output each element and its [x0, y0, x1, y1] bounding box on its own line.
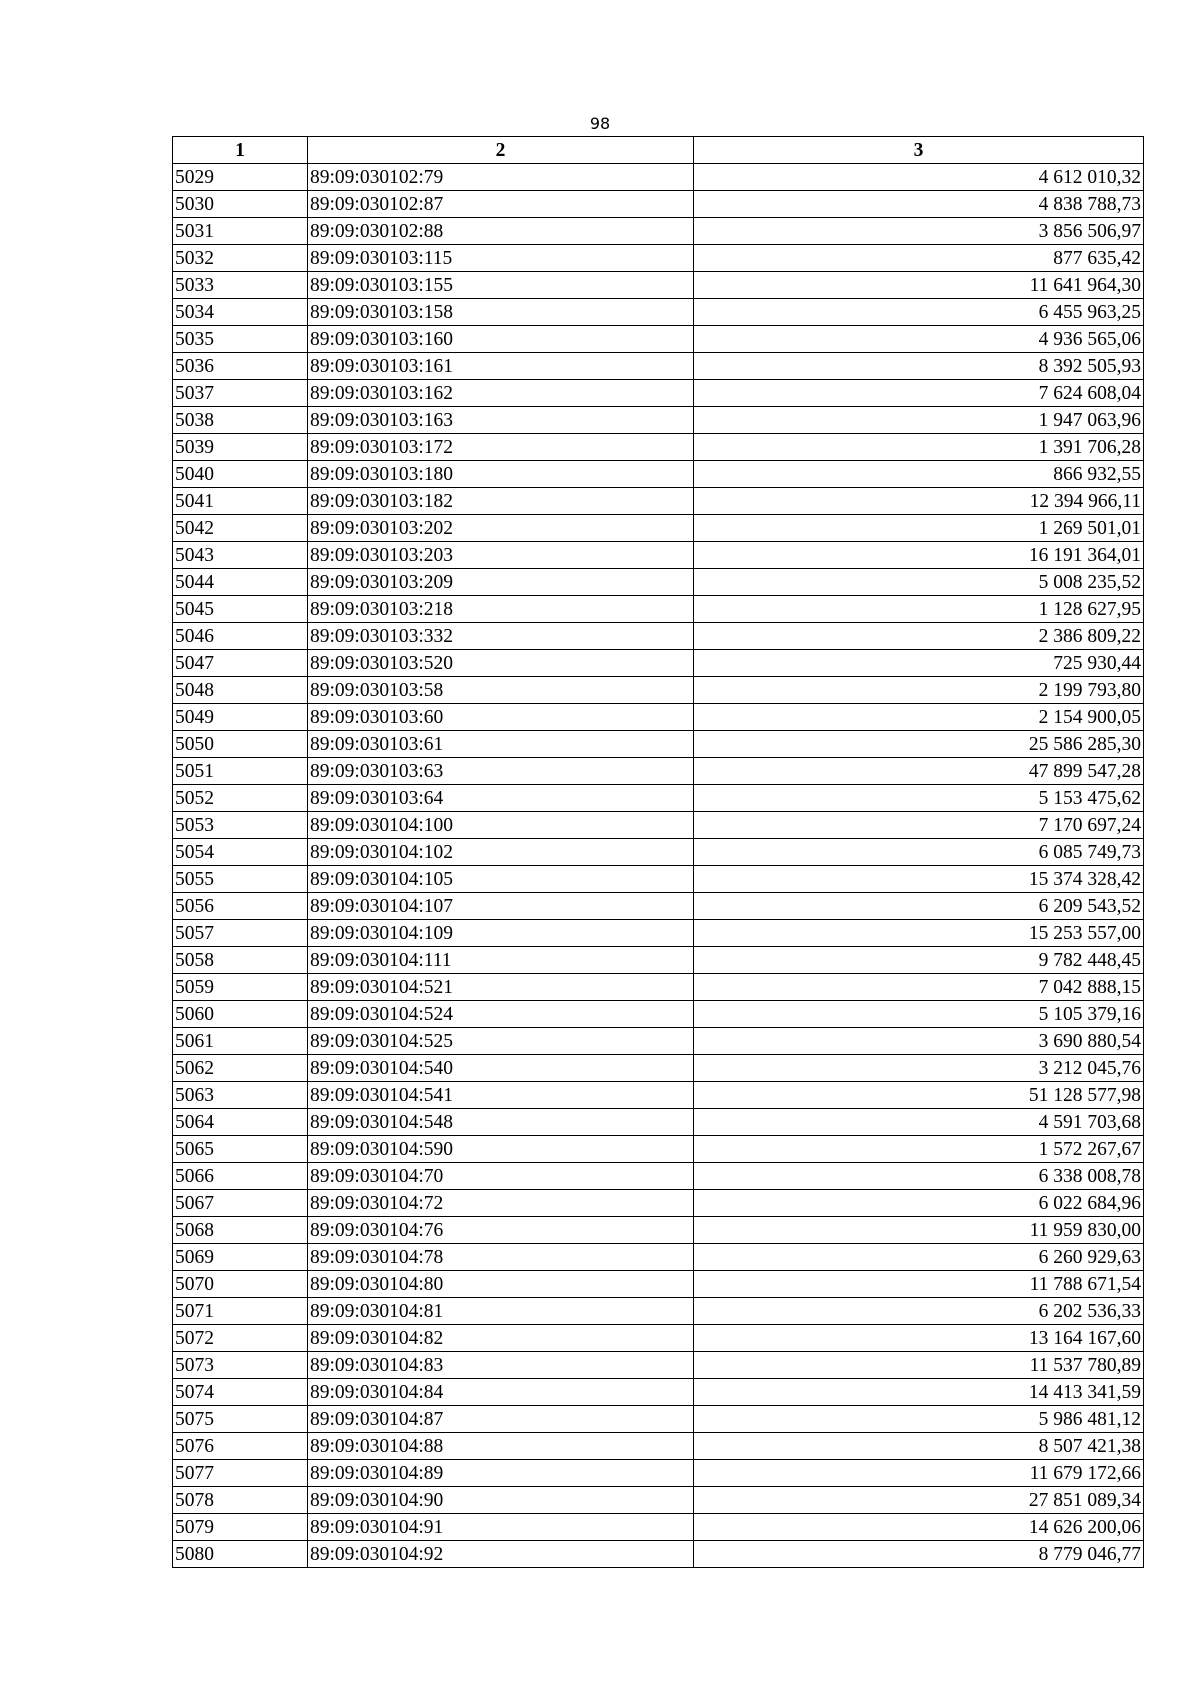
- table-row: [173, 218, 1144, 245]
- cadastral-number: 89:09:030103:202: [308, 515, 694, 542]
- cadastral-value: 5 008 235,52: [694, 569, 1144, 596]
- cadastral-number: 89:09:030103:115: [308, 245, 694, 272]
- row-number: 5033: [173, 272, 308, 299]
- table-row: [173, 1514, 1144, 1541]
- cadastral-number: 89:09:030104:90: [308, 1487, 694, 1514]
- row-number: 5045: [173, 596, 308, 623]
- row-number: 5070: [173, 1271, 308, 1298]
- cadastral-number: 89:09:030103:182: [308, 488, 694, 515]
- cadastral-number: 89:09:030104:82: [308, 1325, 694, 1352]
- column-header-1: 1: [173, 137, 308, 164]
- cadastral-value: 5 105 379,16: [694, 1001, 1144, 1028]
- cadastral-value: 9 782 448,45: [694, 947, 1144, 974]
- cadastral-value: 47 899 547,28: [694, 758, 1144, 785]
- row-number: 5036: [173, 353, 308, 380]
- row-number: 5031: [173, 218, 308, 245]
- cadastral-number: 89:09:030104:92: [308, 1541, 694, 1568]
- row-number: 5069: [173, 1244, 308, 1271]
- cadastral-value: 866 932,55: [694, 461, 1144, 488]
- cadastral-value: 13 164 167,60: [694, 1325, 1144, 1352]
- cadastral-value: 6 022 684,96: [694, 1190, 1144, 1217]
- cadastral-value: 3 856 506,97: [694, 218, 1144, 245]
- row-number: 5056: [173, 893, 308, 920]
- cadastral-value: 1 128 627,95: [694, 596, 1144, 623]
- cadastral-number: 89:09:030104:78: [308, 1244, 694, 1271]
- row-number: 5059: [173, 974, 308, 1001]
- cadastral-value: 877 635,42: [694, 245, 1144, 272]
- row-number: 5046: [173, 623, 308, 650]
- table-row: [173, 677, 1144, 704]
- table-row: [173, 623, 1144, 650]
- table-row: [173, 1109, 1144, 1136]
- table-row: [173, 947, 1144, 974]
- cadastral-value: 7 042 888,15: [694, 974, 1144, 1001]
- table-row: [173, 1433, 1144, 1460]
- table-row: [173, 650, 1144, 677]
- table-row: [173, 1298, 1144, 1325]
- cadastral-value: 11 537 780,89: [694, 1352, 1144, 1379]
- cadastral-number: 89:09:030104:88: [308, 1433, 694, 1460]
- table-row: [173, 488, 1144, 515]
- cadastral-value: 12 394 966,11: [694, 488, 1144, 515]
- cadastral-number: 89:09:030103:58: [308, 677, 694, 704]
- cadastral-number: 89:09:030104:541: [308, 1082, 694, 1109]
- row-number: 5030: [173, 191, 308, 218]
- cadastral-value: 8 392 505,93: [694, 353, 1144, 380]
- cadastral-value: 5 986 481,12: [694, 1406, 1144, 1433]
- table-row: [173, 920, 1144, 947]
- cadastral-number: 89:09:030104:111: [308, 947, 694, 974]
- cadastral-number: 89:09:030104:84: [308, 1379, 694, 1406]
- cadastral-value: 2 199 793,80: [694, 677, 1144, 704]
- table-row: [173, 1028, 1144, 1055]
- cadastral-value: 11 641 964,30: [694, 272, 1144, 299]
- row-number: 5032: [173, 245, 308, 272]
- cadastral-value: 14 413 341,59: [694, 1379, 1144, 1406]
- row-number: 5041: [173, 488, 308, 515]
- cadastral-number: 89:09:030103:155: [308, 272, 694, 299]
- cadastral-value: 6 209 543,52: [694, 893, 1144, 920]
- cadastral-value: 1 572 267,67: [694, 1136, 1144, 1163]
- row-number: 5062: [173, 1055, 308, 1082]
- cadastral-number: 89:09:030103:218: [308, 596, 694, 623]
- table-row: [173, 1487, 1144, 1514]
- table-row: [173, 1325, 1144, 1352]
- table-row: [173, 407, 1144, 434]
- cadastral-value: 5 153 475,62: [694, 785, 1144, 812]
- row-number: 5071: [173, 1298, 308, 1325]
- table-row: [173, 866, 1144, 893]
- cadastral-number: 89:09:030104:70: [308, 1163, 694, 1190]
- table-row: [173, 758, 1144, 785]
- cadastral-number: 89:09:030103:162: [308, 380, 694, 407]
- cadastral-number: 89:09:030104:109: [308, 920, 694, 947]
- cadastral-number: 89:09:030104:91: [308, 1514, 694, 1541]
- row-number: 5065: [173, 1136, 308, 1163]
- table-row: [173, 1271, 1144, 1298]
- table-row: [173, 1541, 1144, 1568]
- cadastral-value: 15 374 328,42: [694, 866, 1144, 893]
- cadastral-number: 89:09:030103:64: [308, 785, 694, 812]
- cadastral-number: 89:09:030104:81: [308, 1298, 694, 1325]
- row-number: 5038: [173, 407, 308, 434]
- row-number: 5048: [173, 677, 308, 704]
- row-number: 5060: [173, 1001, 308, 1028]
- row-number: 5051: [173, 758, 308, 785]
- table-row: [173, 812, 1144, 839]
- row-number: 5054: [173, 839, 308, 866]
- table-row: [173, 1460, 1144, 1487]
- table-row: [173, 191, 1144, 218]
- cadastral-value: 25 586 285,30: [694, 731, 1144, 758]
- cadastral-number: 89:09:030103:163: [308, 407, 694, 434]
- cadastral-value: 6 085 749,73: [694, 839, 1144, 866]
- cadastral-number: 89:09:030103:61: [308, 731, 694, 758]
- cadastral-number: 89:09:030102:87: [308, 191, 694, 218]
- cadastral-value: 14 626 200,06: [694, 1514, 1144, 1541]
- cadastral-number: 89:09:030104:107: [308, 893, 694, 920]
- row-number: 5061: [173, 1028, 308, 1055]
- row-number: 5068: [173, 1217, 308, 1244]
- table-row: [173, 1217, 1144, 1244]
- cadastral-number: 89:09:030104:102: [308, 839, 694, 866]
- table-row: [173, 839, 1144, 866]
- row-number: 5037: [173, 380, 308, 407]
- row-number: 5035: [173, 326, 308, 353]
- row-number: 5044: [173, 569, 308, 596]
- cadastral-number: 89:09:030104:540: [308, 1055, 694, 1082]
- data-table: [172, 136, 1144, 1568]
- row-number: 5067: [173, 1190, 308, 1217]
- cadastral-value: 3 212 045,76: [694, 1055, 1144, 1082]
- table-row: [173, 785, 1144, 812]
- cadastral-value: 6 338 008,78: [694, 1163, 1144, 1190]
- cadastral-number: 89:09:030104:521: [308, 974, 694, 1001]
- table-row: [173, 434, 1144, 461]
- table-row: [173, 353, 1144, 380]
- row-number: 5047: [173, 650, 308, 677]
- row-number: 5052: [173, 785, 308, 812]
- cadastral-value: 15 253 557,00: [694, 920, 1144, 947]
- header-row: [173, 137, 1144, 164]
- table-body: [173, 164, 1144, 1568]
- row-number: 5064: [173, 1109, 308, 1136]
- row-number: 5042: [173, 515, 308, 542]
- row-number: 5034: [173, 299, 308, 326]
- cadastral-value: 27 851 089,34: [694, 1487, 1144, 1514]
- table-row: [173, 272, 1144, 299]
- row-number: 5049: [173, 704, 308, 731]
- table-row: [173, 704, 1144, 731]
- cadastral-number: 89:09:030103:520: [308, 650, 694, 677]
- row-number: 5074: [173, 1379, 308, 1406]
- cadastral-number: 89:09:030104:590: [308, 1136, 694, 1163]
- row-number: 5040: [173, 461, 308, 488]
- cadastral-number: 89:09:030103:60: [308, 704, 694, 731]
- column-header-3: 3: [694, 137, 1144, 164]
- cadastral-value: 4 612 010,32: [694, 164, 1144, 191]
- cadastral-number: 89:09:030103:63: [308, 758, 694, 785]
- cadastral-value: 51 128 577,98: [694, 1082, 1144, 1109]
- table-row: [173, 1244, 1144, 1271]
- table-row: [173, 569, 1144, 596]
- row-number: 5079: [173, 1514, 308, 1541]
- cadastral-number: 89:09:030104:83: [308, 1352, 694, 1379]
- table-row: [173, 1163, 1144, 1190]
- row-number: 5073: [173, 1352, 308, 1379]
- cadastral-value: 4 936 565,06: [694, 326, 1144, 353]
- cadastral-value: 3 690 880,54: [694, 1028, 1144, 1055]
- cadastral-number: 89:09:030104:524: [308, 1001, 694, 1028]
- table-row: [173, 1406, 1144, 1433]
- cadastral-value: 725 930,44: [694, 650, 1144, 677]
- row-number: 5058: [173, 947, 308, 974]
- cadastral-value: 11 788 671,54: [694, 1271, 1144, 1298]
- cadastral-number: 89:09:030103:180: [308, 461, 694, 488]
- cadastral-value: 11 679 172,66: [694, 1460, 1144, 1487]
- cadastral-number: 89:09:030103:203: [308, 542, 694, 569]
- table-row: [173, 1082, 1144, 1109]
- table-row: [173, 164, 1144, 191]
- cadastral-value: 4 591 703,68: [694, 1109, 1144, 1136]
- cadastral-value: 16 191 364,01: [694, 542, 1144, 569]
- table-row: [173, 974, 1144, 1001]
- table-row: [173, 1001, 1144, 1028]
- table-row: [173, 1136, 1144, 1163]
- cadastral-number: 89:09:030104:100: [308, 812, 694, 839]
- row-number: 5043: [173, 542, 308, 569]
- cadastral-number: 89:09:030103:161: [308, 353, 694, 380]
- table-row: [173, 245, 1144, 272]
- cadastral-value: 7 170 697,24: [694, 812, 1144, 839]
- row-number: 5057: [173, 920, 308, 947]
- cadastral-value: 7 624 608,04: [694, 380, 1144, 407]
- table-row: [173, 1190, 1144, 1217]
- row-number: 5078: [173, 1487, 308, 1514]
- table-row: [173, 380, 1144, 407]
- cadastral-number: 89:09:030102:79: [308, 164, 694, 191]
- row-number: 5029: [173, 164, 308, 191]
- cadastral-value: 1 947 063,96: [694, 407, 1144, 434]
- cadastral-number: 89:09:030103:160: [308, 326, 694, 353]
- row-number: 5053: [173, 812, 308, 839]
- table-row: [173, 596, 1144, 623]
- cadastral-number: 89:09:030104:89: [308, 1460, 694, 1487]
- cadastral-value: 6 455 963,25: [694, 299, 1144, 326]
- cadastral-value: 8 507 421,38: [694, 1433, 1144, 1460]
- table-row: [173, 1352, 1144, 1379]
- cadastral-number: 89:09:030104:76: [308, 1217, 694, 1244]
- cadastral-number: 89:09:030104:548: [308, 1109, 694, 1136]
- column-header-2: 2: [308, 137, 694, 164]
- cadastral-number: 89:09:030102:88: [308, 218, 694, 245]
- cadastral-value: 1 269 501,01: [694, 515, 1144, 542]
- table-row: [173, 1055, 1144, 1082]
- page-number: 98: [589, 114, 611, 133]
- cadastral-value: 6 260 929,63: [694, 1244, 1144, 1271]
- cadastral-number: 89:09:030103:158: [308, 299, 694, 326]
- row-number: 5055: [173, 866, 308, 893]
- row-number: 5080: [173, 1541, 308, 1568]
- table-row: [173, 326, 1144, 353]
- row-number: 5039: [173, 434, 308, 461]
- cadastral-number: 89:09:030103:172: [308, 434, 694, 461]
- cadastral-value: 8 779 046,77: [694, 1541, 1144, 1568]
- row-number: 5063: [173, 1082, 308, 1109]
- table-row: [173, 461, 1144, 488]
- cadastral-value: 6 202 536,33: [694, 1298, 1144, 1325]
- cadastral-number: 89:09:030104:72: [308, 1190, 694, 1217]
- row-number: 5066: [173, 1163, 308, 1190]
- cadastral-number: 89:09:030104:87: [308, 1406, 694, 1433]
- row-number: 5075: [173, 1406, 308, 1433]
- row-number: 5072: [173, 1325, 308, 1352]
- cadastral-value: 2 386 809,22: [694, 623, 1144, 650]
- cadastral-number: 89:09:030103:209: [308, 569, 694, 596]
- cadastral-value: 4 838 788,73: [694, 191, 1144, 218]
- cadastral-number: 89:09:030104:525: [308, 1028, 694, 1055]
- table-row: [173, 515, 1144, 542]
- cadastral-value: 2 154 900,05: [694, 704, 1144, 731]
- table-row: [173, 542, 1144, 569]
- cadastral-number: 89:09:030104:105: [308, 866, 694, 893]
- row-number: 5077: [173, 1460, 308, 1487]
- row-number: 5050: [173, 731, 308, 758]
- cadastral-value: 11 959 830,00: [694, 1217, 1144, 1244]
- table-row: [173, 893, 1144, 920]
- table-row: [173, 299, 1144, 326]
- cadastral-number: 89:09:030103:332: [308, 623, 694, 650]
- cadastral-value: 1 391 706,28: [694, 434, 1144, 461]
- table-row: [173, 731, 1144, 758]
- cadastral-number: 89:09:030104:80: [308, 1271, 694, 1298]
- table-row: [173, 1379, 1144, 1406]
- row-number: 5076: [173, 1433, 308, 1460]
